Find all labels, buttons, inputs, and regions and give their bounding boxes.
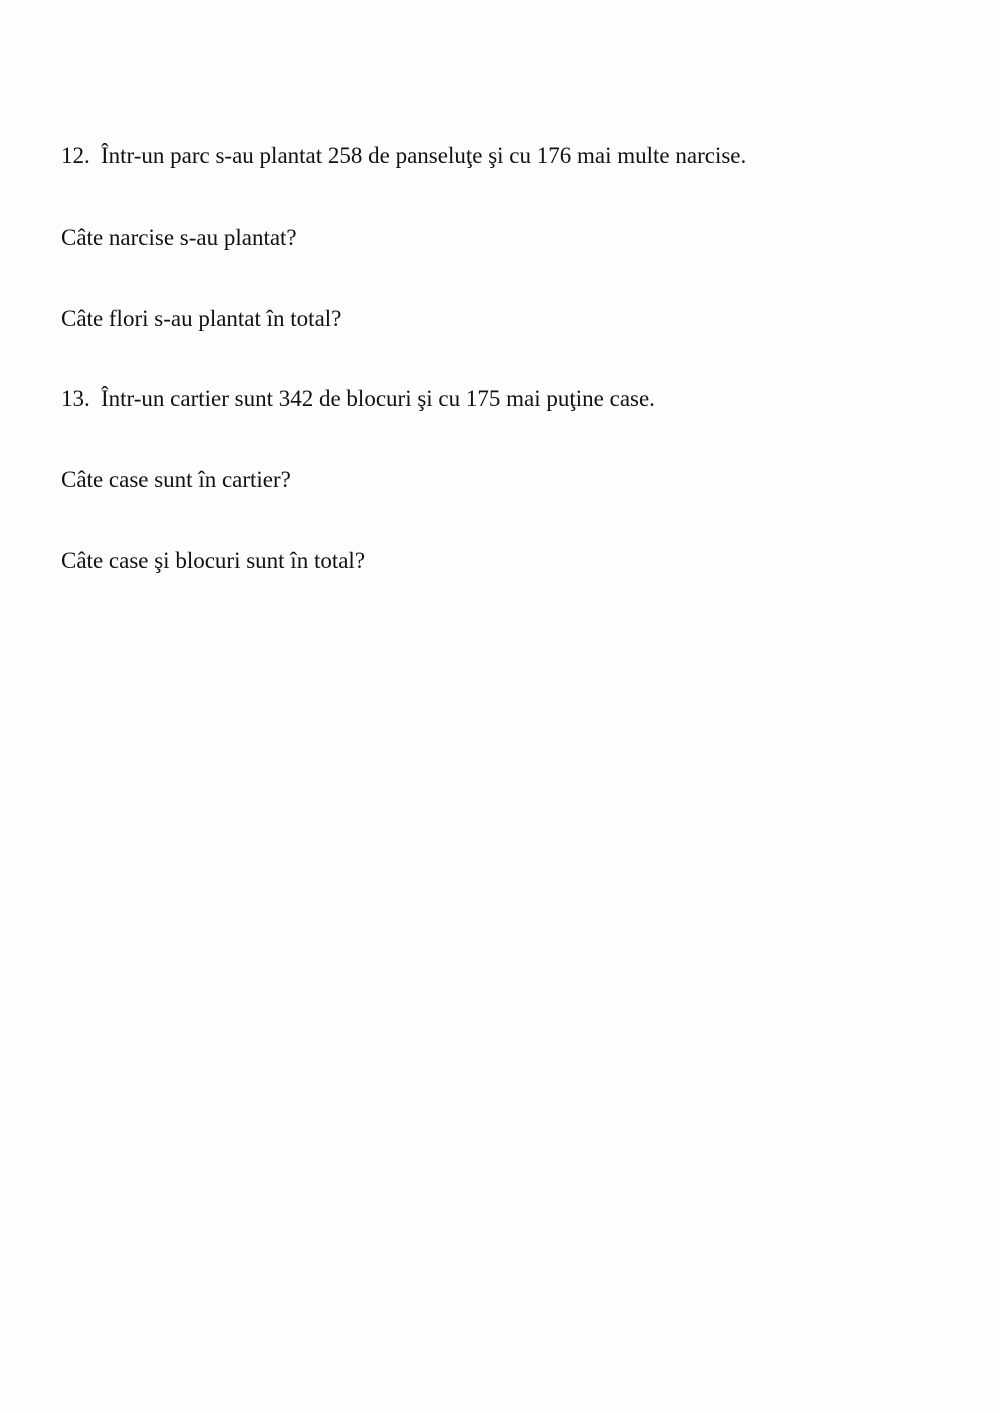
problem-13-question-1: Câte case sunt în cartier? — [61, 467, 291, 492]
problem-12-number: 12. — [61, 143, 90, 168]
problem-12-statement — [61, 142, 746, 170]
problem-13-statement — [61, 385, 655, 413]
problem-12-question-1: Câte narcise s-au plantat? — [61, 225, 297, 250]
problem-12-question-2: Câte flori s-au plantat în total? — [61, 306, 342, 331]
problem-13-text: Într-un cartier sunt 342 de blocuri şi cu 175 mai puţine case. — [101, 386, 655, 411]
problem-13-question-2: Câte case şi blocuri sunt în total? — [61, 548, 366, 573]
problem-13-number: 13. — [61, 386, 90, 411]
problem-12-text: Într-un parc s-au plantat 258 de panseluţe şi cu 176 mai multe narcise. — [101, 143, 747, 168]
